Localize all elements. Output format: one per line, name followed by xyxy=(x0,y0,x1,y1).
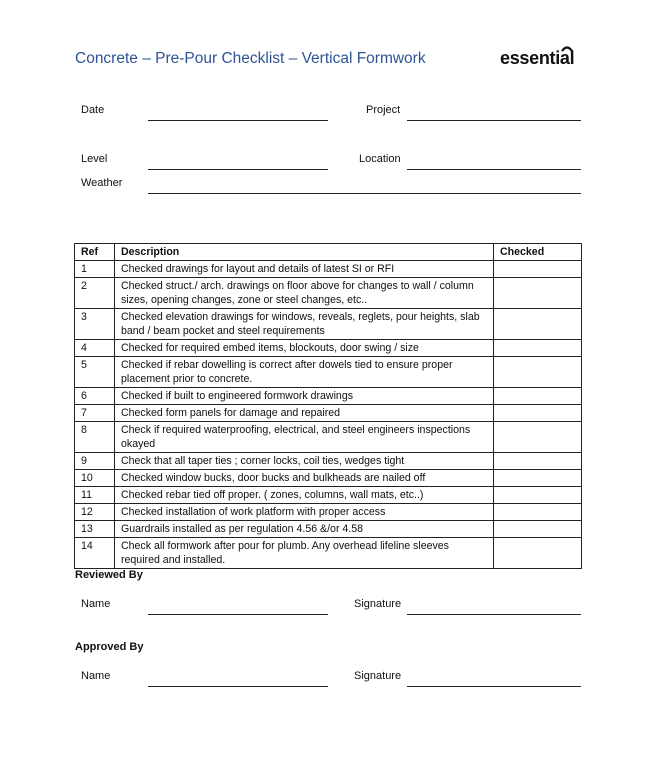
approved-name-input-line[interactable] xyxy=(148,686,328,687)
checked-cell[interactable] xyxy=(494,487,582,504)
checked-cell[interactable] xyxy=(494,309,582,340)
checked-cell[interactable] xyxy=(494,261,582,278)
weather-label: Weather xyxy=(81,177,123,189)
level-label: Level xyxy=(81,153,108,165)
approved-name-label: Name xyxy=(81,670,111,682)
table-row xyxy=(75,470,582,487)
ref-cell: 9 xyxy=(75,453,115,470)
checked-cell[interactable] xyxy=(494,470,582,487)
ref-cell: 6 xyxy=(75,388,115,405)
table-row xyxy=(75,504,582,521)
weather-input-line[interactable] xyxy=(148,193,581,194)
checked-cell[interactable] xyxy=(494,278,582,309)
description-cell: Checked rebar tied off proper. ( zones, columns, wall mats, etc..) xyxy=(115,487,494,504)
ref-cell: 10 xyxy=(75,470,115,487)
ref-cell: 3 xyxy=(75,309,115,340)
checked-cell[interactable] xyxy=(494,521,582,538)
project-input-line[interactable] xyxy=(407,120,581,121)
checked-column-header: Checked xyxy=(494,244,582,261)
approved-signature-label: Signature xyxy=(354,670,402,682)
checked-cell[interactable] xyxy=(494,422,582,453)
ref-cell: 14 xyxy=(75,538,115,569)
checked-cell[interactable] xyxy=(494,405,582,422)
description-cell: Checked form panels for damage and repaired xyxy=(115,405,494,422)
table-row xyxy=(75,340,582,357)
table-row xyxy=(75,538,582,569)
description-cell: Checked installation of work platform with proper access xyxy=(115,504,494,521)
description-cell: Checked for required embed items, blockouts, door swing / size xyxy=(115,340,494,357)
description-cell: Checked if built to engineered formwork drawings xyxy=(115,388,494,405)
description-cell: Checked struct./ arch. drawings on floor above for changes to wall / column sizes, opening changes, zone or steel changes, etc.. xyxy=(115,278,494,309)
ref-cell: 8 xyxy=(75,422,115,453)
reviewed-signature-input-line[interactable] xyxy=(407,614,581,615)
checked-cell[interactable] xyxy=(494,538,582,569)
approved-signature-input-line[interactable] xyxy=(407,686,581,687)
approved-by-heading: Approved By xyxy=(75,641,144,653)
ref-cell: 11 xyxy=(75,487,115,504)
ref-cell: 1 xyxy=(75,261,115,278)
description-cell: Checked elevation drawings for windows, reveals, reglets, pour heights, slab band / beam pocket and steel requirements xyxy=(115,309,494,340)
description-cell: Checked if rebar dowelling is correct after dowels tied to ensure proper placement prior to concrete. xyxy=(115,357,494,388)
project-label: Project xyxy=(366,104,401,116)
ref-cell: 12 xyxy=(75,504,115,521)
description-cell: Check all formwork after pour for plumb. Any overhead lifeline sleeves required and installed. xyxy=(115,538,494,569)
reviewed-signature-label: Signature xyxy=(354,598,402,610)
description-cell: Check if required waterproofing, electrical, and steel engineers inspections okayed xyxy=(115,422,494,453)
ref-cell: 5 xyxy=(75,357,115,388)
table-row xyxy=(75,261,582,278)
ref-cell: 7 xyxy=(75,405,115,422)
checked-cell[interactable] xyxy=(494,388,582,405)
reviewed-name-input-line[interactable] xyxy=(148,614,328,615)
date-input-line[interactable] xyxy=(148,120,328,121)
description-cell: Guardrails installed as per regulation 4.56 &/or 4.58 xyxy=(115,521,494,538)
brand-logo xyxy=(500,44,584,70)
table-row xyxy=(75,453,582,470)
description-cell: Check that all taper ties ; corner locks, coil ties, wedges tight xyxy=(115,453,494,470)
description-column-header: Description xyxy=(115,244,494,261)
table-row xyxy=(75,309,582,340)
location-label: Location xyxy=(359,153,401,165)
checked-cell[interactable] xyxy=(494,504,582,521)
location-input-line[interactable] xyxy=(407,169,581,170)
table-row xyxy=(75,357,582,388)
table-row xyxy=(75,388,582,405)
ref-cell: 2 xyxy=(75,278,115,309)
table-header-row xyxy=(75,244,582,261)
reviewed-name-label: Name xyxy=(81,598,111,610)
checked-cell[interactable] xyxy=(494,357,582,388)
table-row xyxy=(75,422,582,453)
ref-column-header: Ref xyxy=(75,244,115,261)
document-title: Concrete – Pre-Pour Checklist – Vertical Formwork xyxy=(75,50,426,67)
description-cell: Checked window bucks, door bucks and bulkheads are nailed off xyxy=(115,470,494,487)
level-input-line[interactable] xyxy=(148,169,328,170)
brand-logo-text: essential xyxy=(500,48,575,68)
table-row xyxy=(75,278,582,309)
checked-cell[interactable] xyxy=(494,340,582,357)
ref-cell: 4 xyxy=(75,340,115,357)
table-row xyxy=(75,487,582,504)
description-cell: Checked drawings for layout and details of latest SI or RFI xyxy=(115,261,494,278)
checked-cell[interactable] xyxy=(494,453,582,470)
date-label: Date xyxy=(81,104,105,116)
table-row xyxy=(75,521,582,538)
reviewed-by-heading: Reviewed By xyxy=(75,569,143,581)
ref-cell: 13 xyxy=(75,521,115,538)
table-row xyxy=(75,405,582,422)
checklist-table xyxy=(74,243,582,569)
